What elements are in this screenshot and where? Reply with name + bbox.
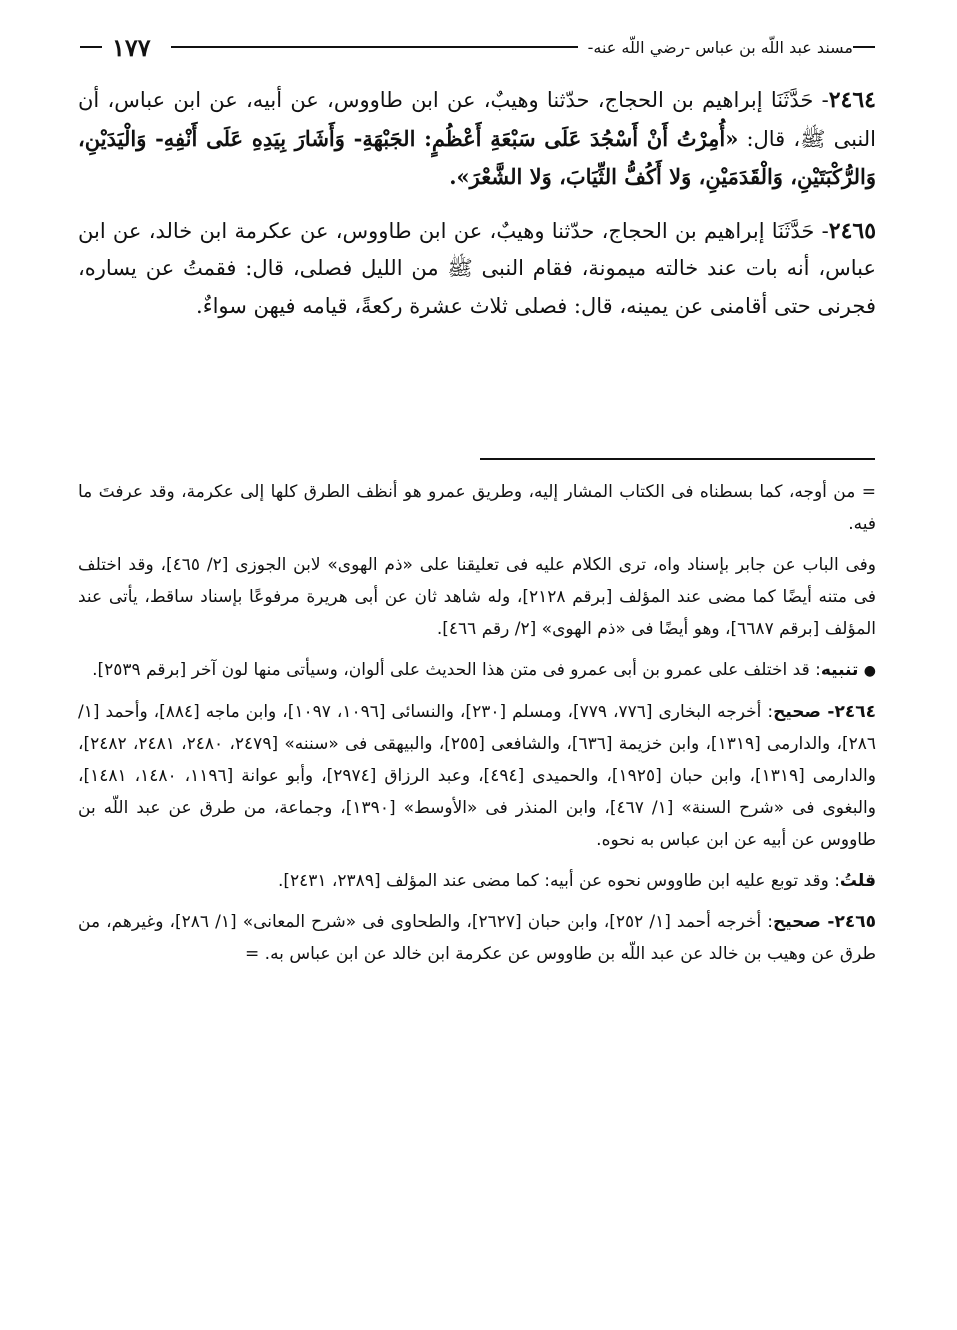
hadith-number: ٢٤٦٤: [828, 87, 876, 113]
footnote-continuation: = من أوجه، كما بسطناه فى الكتاب المشار إليه، وطريق عمرو هو أنظف الطرق كلها إلى عكرمة، وقد عرفتَ ما فيه.: [78, 482, 876, 534]
hadith-2464: [78, 82, 876, 197]
takhrij-number: ٢٤٦٥: [834, 912, 876, 932]
hadith-text: - حَدَّثَنَا إبراهيم بن الحجاج، حدّثنا وهيبٌ، عن ابن طاووس، عن عكرمة ابن خالد، عن ابن عباس، أنه بات عند خالته ميمونة، فقام النبى ﷺ من الليل فصلى، قال: فقمتُ عن يساره، فجرنى حتى أقامنى عن يمينه، قال: فصلى ثلاث عشرة ركعةً، قيامه فيهن سواءٌ.: [78, 218, 876, 318]
takhrij-number: ٢٤٦٤: [834, 702, 877, 722]
bullet-icon: ●: [863, 663, 876, 679]
takhrij-text: : أخرجه أحمد [١/ ٢٥٢]، وابن حبان [٢٦٢٧]، والطحاوى فى «شرح المعانى» [١/ ٢٨٦]، وغيرهم، من طرق عن وهيب بن خالد عن عبد اللّه بن طاووس عن عكرمة ابن خالد عن ابن عباس به. =: [78, 912, 876, 964]
hadith-number: ٢٤٦٥: [828, 217, 877, 244]
running-title: مسند عبد اللّه بن عباس -رضي اللّه عنه-: [587, 37, 853, 57]
hadith-isnad: - حَدَّثَنَا إبراهيم بن الحجاج، حدّثنا وهيبٌ، عن ابن طاووس، عن أبيه، عن ابن عباس، أن النبى ﷺ، قال:: [78, 88, 876, 151]
hadith-2465: [78, 213, 876, 326]
remark-label: قلتُ: [839, 871, 876, 891]
footnote-separator: [480, 458, 875, 460]
running-header: [80, 32, 875, 62]
takhrij-text: : أخرجه البخارى [٧٧٦، ٧٧٩]، ومسلم [٢٣٠]، والنسائى [١٠٩٦، ١٠٩٧]، وابن ماجه [٨٨٤]، وأحمد [١/ ٢٨٦]، والدارمى [١٣١٩]، وابن خزيمة [٦٣٦]، والشافعى [٢٥٥]، والبيهقى فى «سننه» [٢٤٧٩، ٢٤٨٠، ٢٤٨١، ٢٤٨٢]، والدارمى [١٣١٩]، وابن حبان [١٩٢٥]، والحميدى [٤٩٤]، وعبد الرزاق [٢٩٧٤]، وأبو عوانة [١١٩٦، ١٤٨٠، ١٤٨١]، والبغوى فى «شرح السنة» [١/ ٤٦٧]، وابن المنذر فى «الأوسط» [١٣٩٠]، وجماعة، من طرق عن عبد اللّه بن طاووس عن أبيه عن ابن عباس به نحوه.: [78, 702, 877, 850]
page-number: ١٧٧: [112, 32, 151, 62]
warning-text: : قد اختلف على عمرو بن أبى عمرو فى متن هذا الحديث على ألوان، وسيأتى منها لون آخر [برقم ٢٥٣٩].: [92, 660, 821, 680]
takhrij-2464: [78, 696, 876, 856]
takhrij-label: - صحيح: [772, 912, 835, 932]
header-rule: [171, 46, 578, 48]
main-text: [78, 82, 876, 341]
footnotes: [78, 476, 876, 979]
takhrij-2465: [78, 906, 876, 970]
warning-label: تنبيه: [820, 660, 859, 680]
takhrij-label: - صحيح: [773, 702, 835, 722]
header-dash-left: [80, 46, 102, 48]
remark-text: : وقد توبع عليه ابن طاووس نحوه عن أبيه: كما مضى عند المؤلف [٢٣٨٩، ٢٤٣١].: [277, 871, 840, 891]
footnote-paragraph: وفى الباب عن جابر بإسناد واه، ترى الكلام عليه فى تعليقنا على «ذم الهوى» لابن الجوزى [٢/ ٤٦٥]، وقد اختلف فى متنه أيضًا كما مضى عند المؤلف [برقم ٢١٢٨]، وله شاهد ثان عن أبى هريرة مرفوعًا بإسناد ساقط، يأتى عند المؤلف [برقم ٦٦٨٧]، وهو أيضًا فى «ذم الهوى» [٢/ رقم ٤٦٦].: [78, 555, 877, 639]
author-remark: [78, 865, 876, 897]
warning-note: [78, 654, 876, 687]
hadith-matn: «أُمِرْتُ أَنْ أَسْجُدَ عَلَى سَبْعَةِ أَعْظُمٍ: الجَبْهَةِ- وَأَشَارَ بِيَدِهِ عَلَى أَنْفِهِ- وَالْيَدَيْنِ، وَالرُّكْبَتَيْنِ، وَالْقَدَمَيْنِ، وَلا أَكُفُّ الثِّيَابَ، وَلا الشَّعْرَ».: [78, 125, 876, 189]
header-dash-right: [853, 46, 875, 48]
